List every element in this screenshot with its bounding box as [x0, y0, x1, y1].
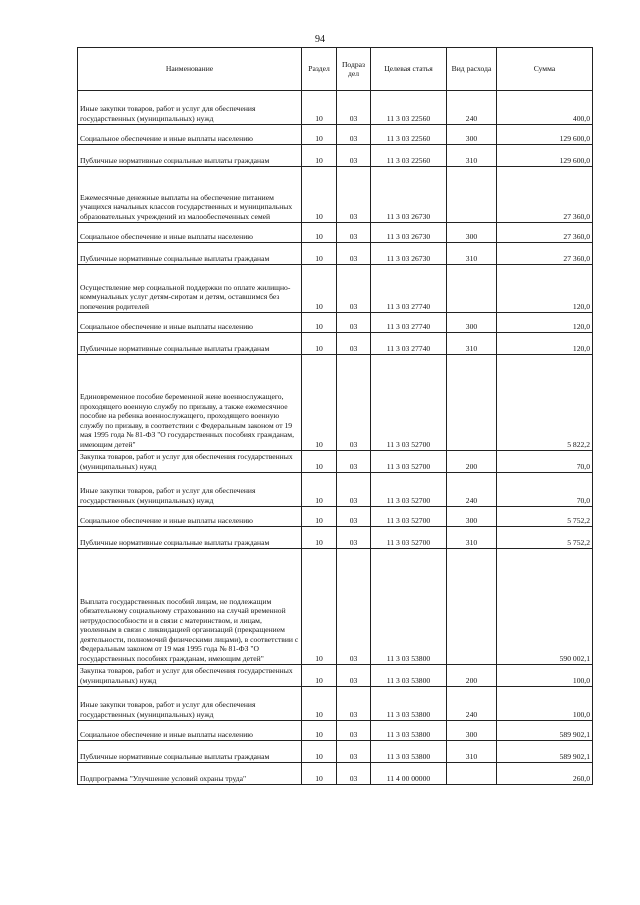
table-row [78, 527, 593, 549]
cell-section: 10 [302, 473, 337, 507]
column-header-name: Наименование [78, 48, 302, 91]
cell-target: 11 3 03 22560 [371, 91, 447, 125]
cell-section: 10 [302, 507, 337, 527]
cell-sum: 5 822,2 [497, 355, 593, 451]
cell-sum: 27 360,0 [497, 243, 593, 265]
table-header-row [78, 48, 593, 91]
cell-expense-type: 310 [447, 243, 497, 265]
cell-expense-type: 240 [447, 687, 497, 721]
cell-name: Единовременное пособие беременной жене военнослужащего, проходящего военную службу по призыву, а также ежемесячное пособие на ребенка военнослужащего, проходящего военную службу по призыву, в соответствии с Федеральным законом от 19 мая 1995 года № 81-ФЗ "О государственных пособиях гражданам, имеющим детей" [78, 355, 302, 451]
cell-sum: 70,0 [497, 473, 593, 507]
cell-target: 11 3 03 27740 [371, 313, 447, 333]
cell-name: Ежемесячные денежные выплаты на обеспечение питанием учащихся начальных классов государственных и муниципальных образовательных учреждений из малообеспеченных семей [78, 167, 302, 223]
cell-sum: 27 360,0 [497, 223, 593, 243]
cell-name: Публичные нормативные социальные выплаты гражданам [78, 333, 302, 355]
cell-name: Публичные нормативные социальные выплаты гражданам [78, 741, 302, 763]
cell-section: 10 [302, 763, 337, 785]
table-body [78, 91, 593, 785]
column-header-target: Целевая статья [371, 48, 447, 91]
cell-subsection: 03 [337, 333, 371, 355]
cell-subsection: 03 [337, 763, 371, 785]
cell-expense-type [447, 167, 497, 223]
cell-name: Социальное обеспечение и иные выплаты населению [78, 125, 302, 145]
table-row [78, 721, 593, 741]
cell-expense-type [447, 265, 497, 313]
cell-target: 11 3 03 26730 [371, 223, 447, 243]
cell-sum: 260,0 [497, 763, 593, 785]
cell-subsection: 03 [337, 527, 371, 549]
cell-section: 10 [302, 333, 337, 355]
cell-subsection: 03 [337, 549, 371, 665]
cell-expense-type [447, 355, 497, 451]
cell-subsection: 03 [337, 451, 371, 473]
cell-name: Выплата государственных пособий лицам, не подлежащим обязательному социальному страхованию на случай временной нетрудоспособности и в связи с материнством, и лицам, уволенным в связи с ликвидацией организаций (прекращением деятельности, полномочий физическими лицами), в соответствии с Федеральным законом от 19 мая 1995 года № 81-ФЗ "О государственных пособиях гражданам, имеющим детей" [78, 549, 302, 665]
cell-name: Публичные нормативные социальные выплаты гражданам [78, 527, 302, 549]
table-row [78, 665, 593, 687]
column-header-section: Раздел [302, 48, 337, 91]
cell-target: 11 3 03 52700 [371, 451, 447, 473]
cell-section: 10 [302, 721, 337, 741]
cell-expense-type: 200 [447, 665, 497, 687]
table-row [78, 313, 593, 333]
cell-target: 11 3 03 53800 [371, 741, 447, 763]
cell-sum: 27 360,0 [497, 167, 593, 223]
cell-expense-type: 240 [447, 91, 497, 125]
cell-section: 10 [302, 527, 337, 549]
cell-target: 11 3 03 53800 [371, 665, 447, 687]
cell-expense-type: 200 [447, 451, 497, 473]
cell-subsection: 03 [337, 473, 371, 507]
cell-expense-type: 310 [447, 527, 497, 549]
cell-section: 10 [302, 125, 337, 145]
cell-sum: 129 600,0 [497, 125, 593, 145]
table-row [78, 687, 593, 721]
cell-target: 11 3 03 53800 [371, 687, 447, 721]
column-header-subsection: Подраз дел [337, 48, 371, 91]
column-header-sum: Сумма [497, 48, 593, 91]
cell-name: Закупка товаров, работ и услуг для обеспечения государственных (муниципальных) нужд [78, 665, 302, 687]
cell-subsection: 03 [337, 741, 371, 763]
cell-sum: 589 902,1 [497, 721, 593, 741]
cell-target: 11 3 03 52700 [371, 507, 447, 527]
cell-name: Подпрограмма "Улучшение условий охраны труда" [78, 763, 302, 785]
cell-subsection: 03 [337, 125, 371, 145]
cell-sum: 129 600,0 [497, 145, 593, 167]
cell-sum: 400,0 [497, 91, 593, 125]
cell-section: 10 [302, 451, 337, 473]
cell-subsection: 03 [337, 313, 371, 333]
table-row [78, 265, 593, 313]
cell-sum: 5 752,2 [497, 527, 593, 549]
cell-name: Публичные нормативные социальные выплаты гражданам [78, 145, 302, 167]
cell-target: 11 3 03 26730 [371, 167, 447, 223]
cell-name: Социальное обеспечение и иные выплаты населению [78, 313, 302, 333]
cell-expense-type: 300 [447, 125, 497, 145]
cell-section: 10 [302, 549, 337, 665]
table-row [78, 333, 593, 355]
cell-section: 10 [302, 741, 337, 763]
table-row [78, 223, 593, 243]
table-row [78, 125, 593, 145]
cell-section: 10 [302, 243, 337, 265]
table-row [78, 507, 593, 527]
cell-target: 11 4 00 00000 [371, 763, 447, 785]
cell-subsection: 03 [337, 721, 371, 741]
cell-sum: 120,0 [497, 333, 593, 355]
table-row [78, 741, 593, 763]
cell-section: 10 [302, 145, 337, 167]
cell-expense-type: 300 [447, 223, 497, 243]
cell-sum: 100,0 [497, 687, 593, 721]
cell-name: Иные закупки товаров, работ и услуг для обеспечения государственных (муниципальных) нужд [78, 687, 302, 721]
cell-section: 10 [302, 223, 337, 243]
cell-target: 11 3 03 52700 [371, 355, 447, 451]
cell-subsection: 03 [337, 243, 371, 265]
column-header-expense-type: Вид расхода [447, 48, 497, 91]
cell-target: 11 3 03 52700 [371, 473, 447, 507]
cell-sum: 70,0 [497, 451, 593, 473]
table-row [78, 355, 593, 451]
page-number: 94 [315, 34, 325, 45]
cell-name: Закупка товаров, работ и услуг для обеспечения государственных (муниципальных) нужд [78, 451, 302, 473]
cell-section: 10 [302, 355, 337, 451]
cell-subsection: 03 [337, 507, 371, 527]
cell-target: 11 3 03 27740 [371, 333, 447, 355]
cell-target: 11 3 03 22560 [371, 145, 447, 167]
cell-expense-type: 300 [447, 721, 497, 741]
cell-subsection: 03 [337, 355, 371, 451]
cell-sum: 5 752,2 [497, 507, 593, 527]
table-row [78, 91, 593, 125]
table-row [78, 473, 593, 507]
cell-expense-type [447, 549, 497, 665]
cell-name: Публичные нормативные социальные выплаты гражданам [78, 243, 302, 265]
cell-section: 10 [302, 665, 337, 687]
cell-name: Иные закупки товаров, работ и услуг для обеспечения государственных (муниципальных) нужд [78, 473, 302, 507]
cell-sum: 100,0 [497, 665, 593, 687]
cell-subsection: 03 [337, 167, 371, 223]
cell-section: 10 [302, 265, 337, 313]
cell-subsection: 03 [337, 145, 371, 167]
cell-expense-type: 310 [447, 145, 497, 167]
cell-subsection: 03 [337, 223, 371, 243]
cell-section: 10 [302, 167, 337, 223]
cell-name: Социальное обеспечение и иные выплаты населению [78, 721, 302, 741]
cell-target: 11 3 03 52700 [371, 527, 447, 549]
cell-sum: 590 002,1 [497, 549, 593, 665]
cell-sum: 120,0 [497, 313, 593, 333]
table-row [78, 549, 593, 665]
table-row [78, 763, 593, 785]
cell-subsection: 03 [337, 91, 371, 125]
cell-name: Иные закупки товаров, работ и услуг для обеспечения государственных (муниципальных) нужд [78, 91, 302, 125]
cell-section: 10 [302, 687, 337, 721]
cell-subsection: 03 [337, 265, 371, 313]
cell-target: 11 3 03 22560 [371, 125, 447, 145]
cell-name: Социальное обеспечение и иные выплаты населению [78, 223, 302, 243]
table-row [78, 167, 593, 223]
cell-expense-type: 300 [447, 313, 497, 333]
cell-expense-type [447, 763, 497, 785]
cell-subsection: 03 [337, 665, 371, 687]
cell-name: Социальное обеспечение и иные выплаты населению [78, 507, 302, 527]
cell-expense-type: 310 [447, 333, 497, 355]
cell-sum: 589 902,1 [497, 741, 593, 763]
cell-target: 11 3 03 53800 [371, 721, 447, 741]
cell-target: 11 3 03 27740 [371, 265, 447, 313]
cell-section: 10 [302, 91, 337, 125]
cell-target: 11 3 03 26730 [371, 243, 447, 265]
cell-subsection: 03 [337, 687, 371, 721]
table-row [78, 451, 593, 473]
cell-section: 10 [302, 313, 337, 333]
cell-target: 11 3 03 53800 [371, 549, 447, 665]
cell-name: Осуществление мер социальной поддержки по оплате жилищно-коммунальных услуг детям-сиротам и детям, оставшимся без попечения родителей [78, 265, 302, 313]
cell-sum: 120,0 [497, 265, 593, 313]
table-row [78, 145, 593, 167]
cell-expense-type: 300 [447, 507, 497, 527]
table-row [78, 243, 593, 265]
budget-table [77, 47, 593, 785]
cell-expense-type: 310 [447, 741, 497, 763]
cell-expense-type: 240 [447, 473, 497, 507]
